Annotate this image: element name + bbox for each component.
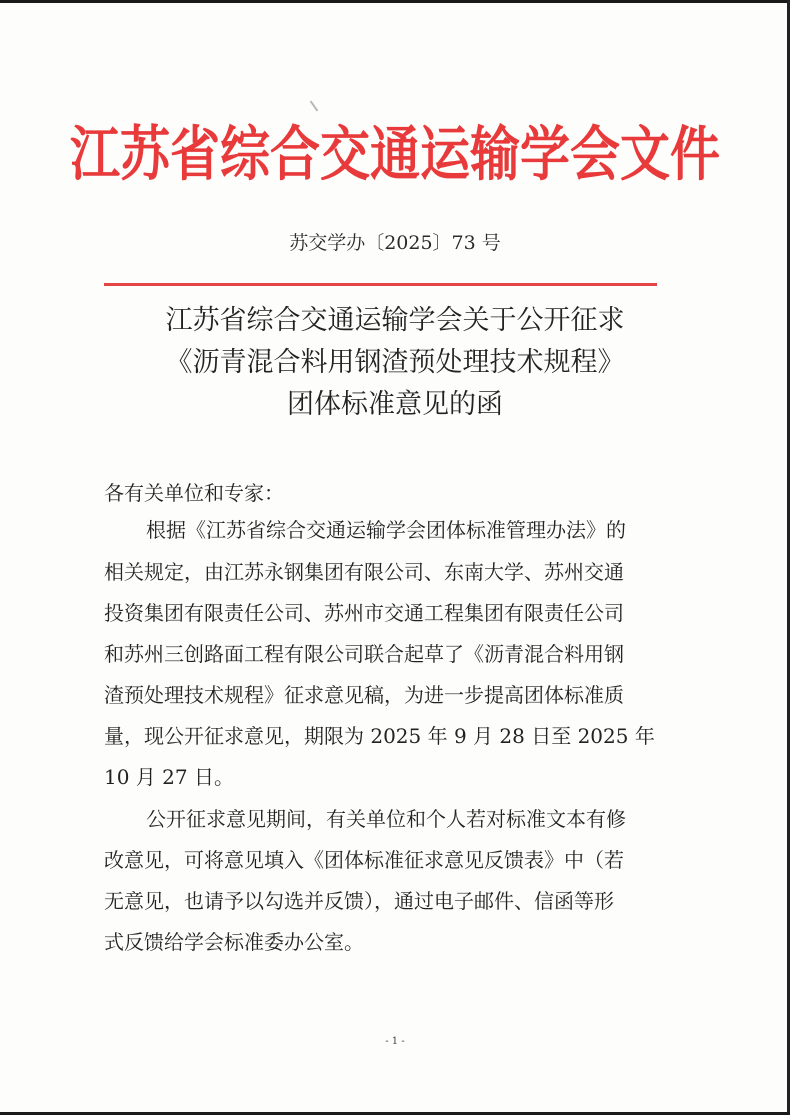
body-line: 量，现公开征求意见，期限为 2025 年 9 月 28 日至 2025 年	[104, 724, 655, 748]
document-subject	[0, 300, 790, 426]
page-number: - 1 -	[385, 1036, 405, 1047]
document-header-title: 江苏省综合交通运输学会文件	[70, 118, 720, 189]
body-line: 公开征求意见期间，有关单位和个人若对标准文本有修	[146, 807, 626, 831]
subject-line: 江苏省综合交通运输学会关于公开征求	[165, 305, 625, 336]
red-header-rule	[104, 283, 657, 286]
body-line: 无意见，也请予以勾选并反馈），通过电子邮件、信函等形	[104, 889, 614, 913]
body-line: 相关规定，由江苏永钢集团有限公司、东南大学、苏州交通	[104, 560, 624, 584]
body-line: 根据《江苏省综合交通运输学会团体标准管理办法》的	[146, 518, 626, 542]
body-line: 和苏州三创路面工程有限公司联合起草了《沥青混合料用钢	[104, 642, 624, 666]
body-line: 式反馈给学会标准委办公室。	[104, 930, 364, 954]
salutation: 各有关单位和专家：	[104, 481, 284, 505]
document-number: 苏交学办〔2025〕73 号	[289, 232, 501, 254]
body-line: 渣预处理技术规程》征求意见稿，为进一步提高团体标准质	[104, 683, 624, 707]
body-line: 10 月 27 日。	[104, 765, 234, 789]
body-line: 投资集团有限责任公司、苏州市交通工程集团有限责任公司	[104, 601, 624, 625]
subject-line: 《沥青混合料用钢渣预处理技术规程》	[165, 347, 625, 378]
subject-line: 团体标准意见的函	[287, 389, 503, 420]
body-line: 改意见，可将意见填入《团体标准征求意见反馈表》中（若	[104, 848, 624, 872]
scan-top-edge	[0, 0, 790, 3]
